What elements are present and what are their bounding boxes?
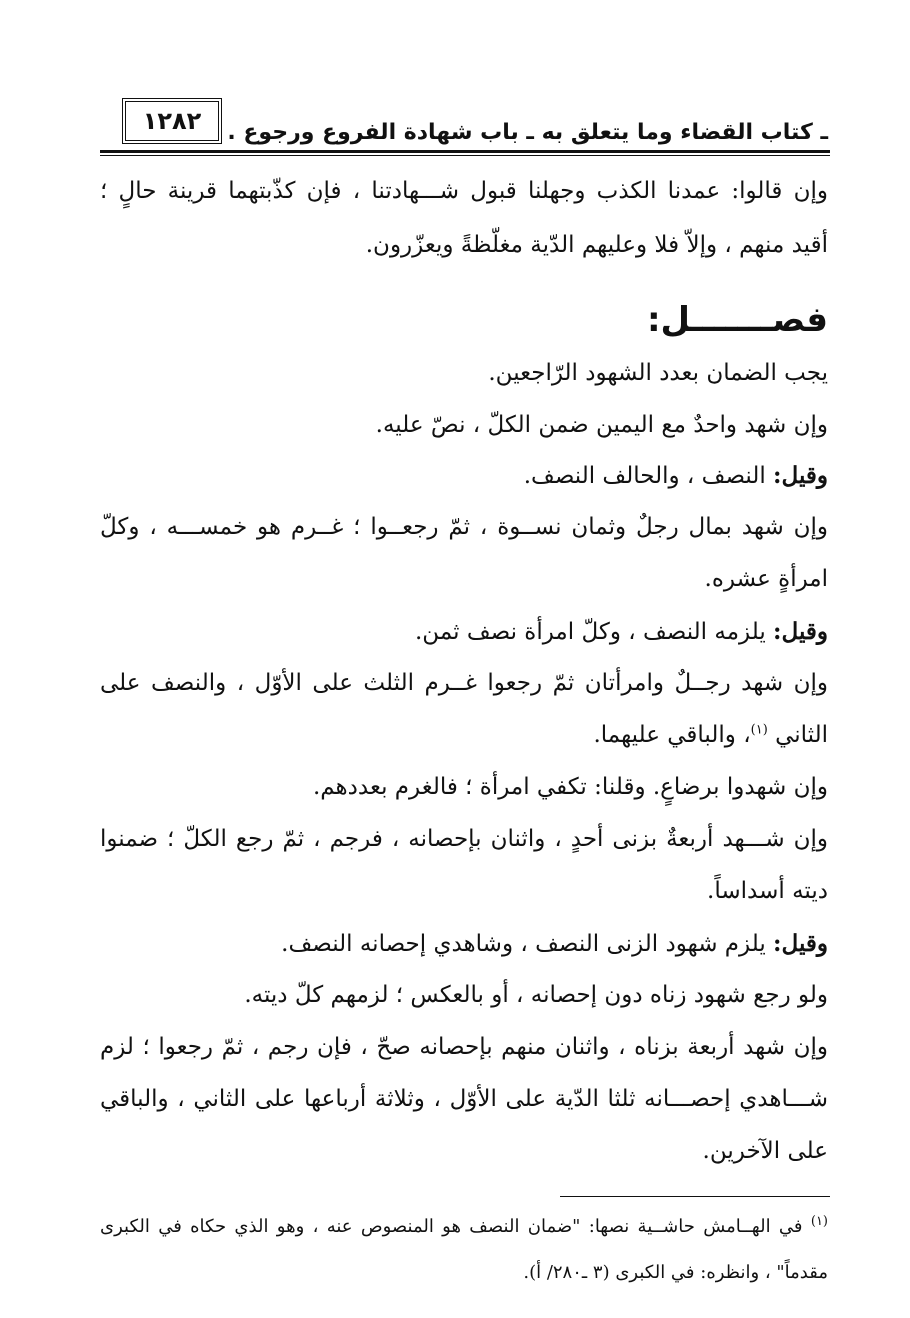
footnote-text-1: في الهــامش حاشــية نصها: "ضمان النصف هو المنصوص عنه ، وهو الذي حكاه في الكبرى [100, 1216, 803, 1237]
qila-label: وقيل: [773, 618, 828, 645]
footnote-rule [560, 1196, 830, 1197]
qila-label: وقيل: [773, 462, 828, 489]
body-line-3: يجب الضمان بعدد الشهود الرّاجعين. [488, 360, 828, 386]
body-line-2: أقيد منهم ، وإلاّ فلا وعليهم الدّية مغلّظةً ويعزّرون. [365, 232, 828, 258]
body-line-13: ديته أسداساً. [707, 878, 828, 904]
header-rule [100, 150, 830, 153]
qila-label: وقيل: [773, 930, 828, 957]
body-line-10-a: الثاني [775, 722, 828, 748]
body-line-10-b: ، والباقي عليهما. [593, 722, 751, 748]
body-line-11: وإن شهدوا برضاعٍ. وقلنا: تكفي امرأة ؛ فالغرم بعددهم. [312, 774, 828, 800]
body-line-18: على الآخرين. [702, 1138, 828, 1164]
footnote-line-1 [100, 1214, 828, 1237]
body-line-4: وإن شهد واحدٌ مع اليمين ضمن الكلّ ، نصّ عليه. [375, 412, 828, 438]
footnote-marker: (١) [810, 1214, 828, 1229]
footnote-line-2: مقدماً" ، وانظره: في الكبرى (٣ ـ٢٨٠/ أ). [523, 1262, 828, 1283]
running-header-title: ـ كتاب القضاء وما يتعلق به ـ باب شهادة الفروع ورجوع . [227, 120, 828, 145]
section-title: فصـــــــل: [646, 300, 828, 340]
body-line-1: وإن قالوا: عمدنا الكذب وجهلنا قبول شـــهادتنا ، فإن كذّبتهما قرينة حالٍ ؛ [100, 178, 828, 204]
body-line-8 [415, 618, 828, 645]
body-line-14-text: يلزم شهود الزنى النصف ، وشاهدي إحصانه النصف. [281, 931, 774, 957]
body-line-9: وإن شهد رجــلٌ وامرأتان ثمّ رجعوا غــرم الثلث على الأوّل ، والنصف على [100, 670, 828, 696]
body-line-14 [281, 930, 828, 957]
body-line-5-text: النصف ، والحالف النصف. [523, 463, 774, 489]
header-rule-thin [100, 155, 830, 156]
body-line-12: وإن شـــهد أربعةٌ بزنى أحدٍ ، واثنان بإحصانه ، فرجم ، ثمّ رجع الكلّ ؛ ضمنوا [100, 826, 828, 852]
page-number: ١٢٨٢ [122, 98, 222, 144]
body-line-6: وإن شهد بمال رجلٌ وثمان نســوة ، ثمّ رجعــوا ؛ غــرم هو خمســـه ، وكلّ [100, 514, 828, 540]
body-line-5 [524, 462, 828, 489]
body-line-10 [593, 722, 828, 748]
body-line-7: امرأةٍ عشره. [704, 566, 828, 592]
body-line-16: وإن شهد أربعة بزناه ، واثنان منهم بإحصانه صحّ ، فإن رجم ، ثمّ رجعوا ؛ لزم [100, 1034, 828, 1060]
body-line-15: ولو رجع شهود زناه دون إحصانه ، أو بالعكس ؛ لزمهم كلّ ديته. [244, 982, 828, 1008]
footnote-ref: (١) [750, 722, 768, 738]
body-line-8-text: يلزمه النصف ، وكلّ امرأة نصف ثمن. [415, 619, 774, 645]
body-line-17: شـــاهدي إحصـــانه ثلثا الدّية على الأوّل ، وثلاثة أرباعها على الثاني ، والباقي [100, 1086, 828, 1112]
